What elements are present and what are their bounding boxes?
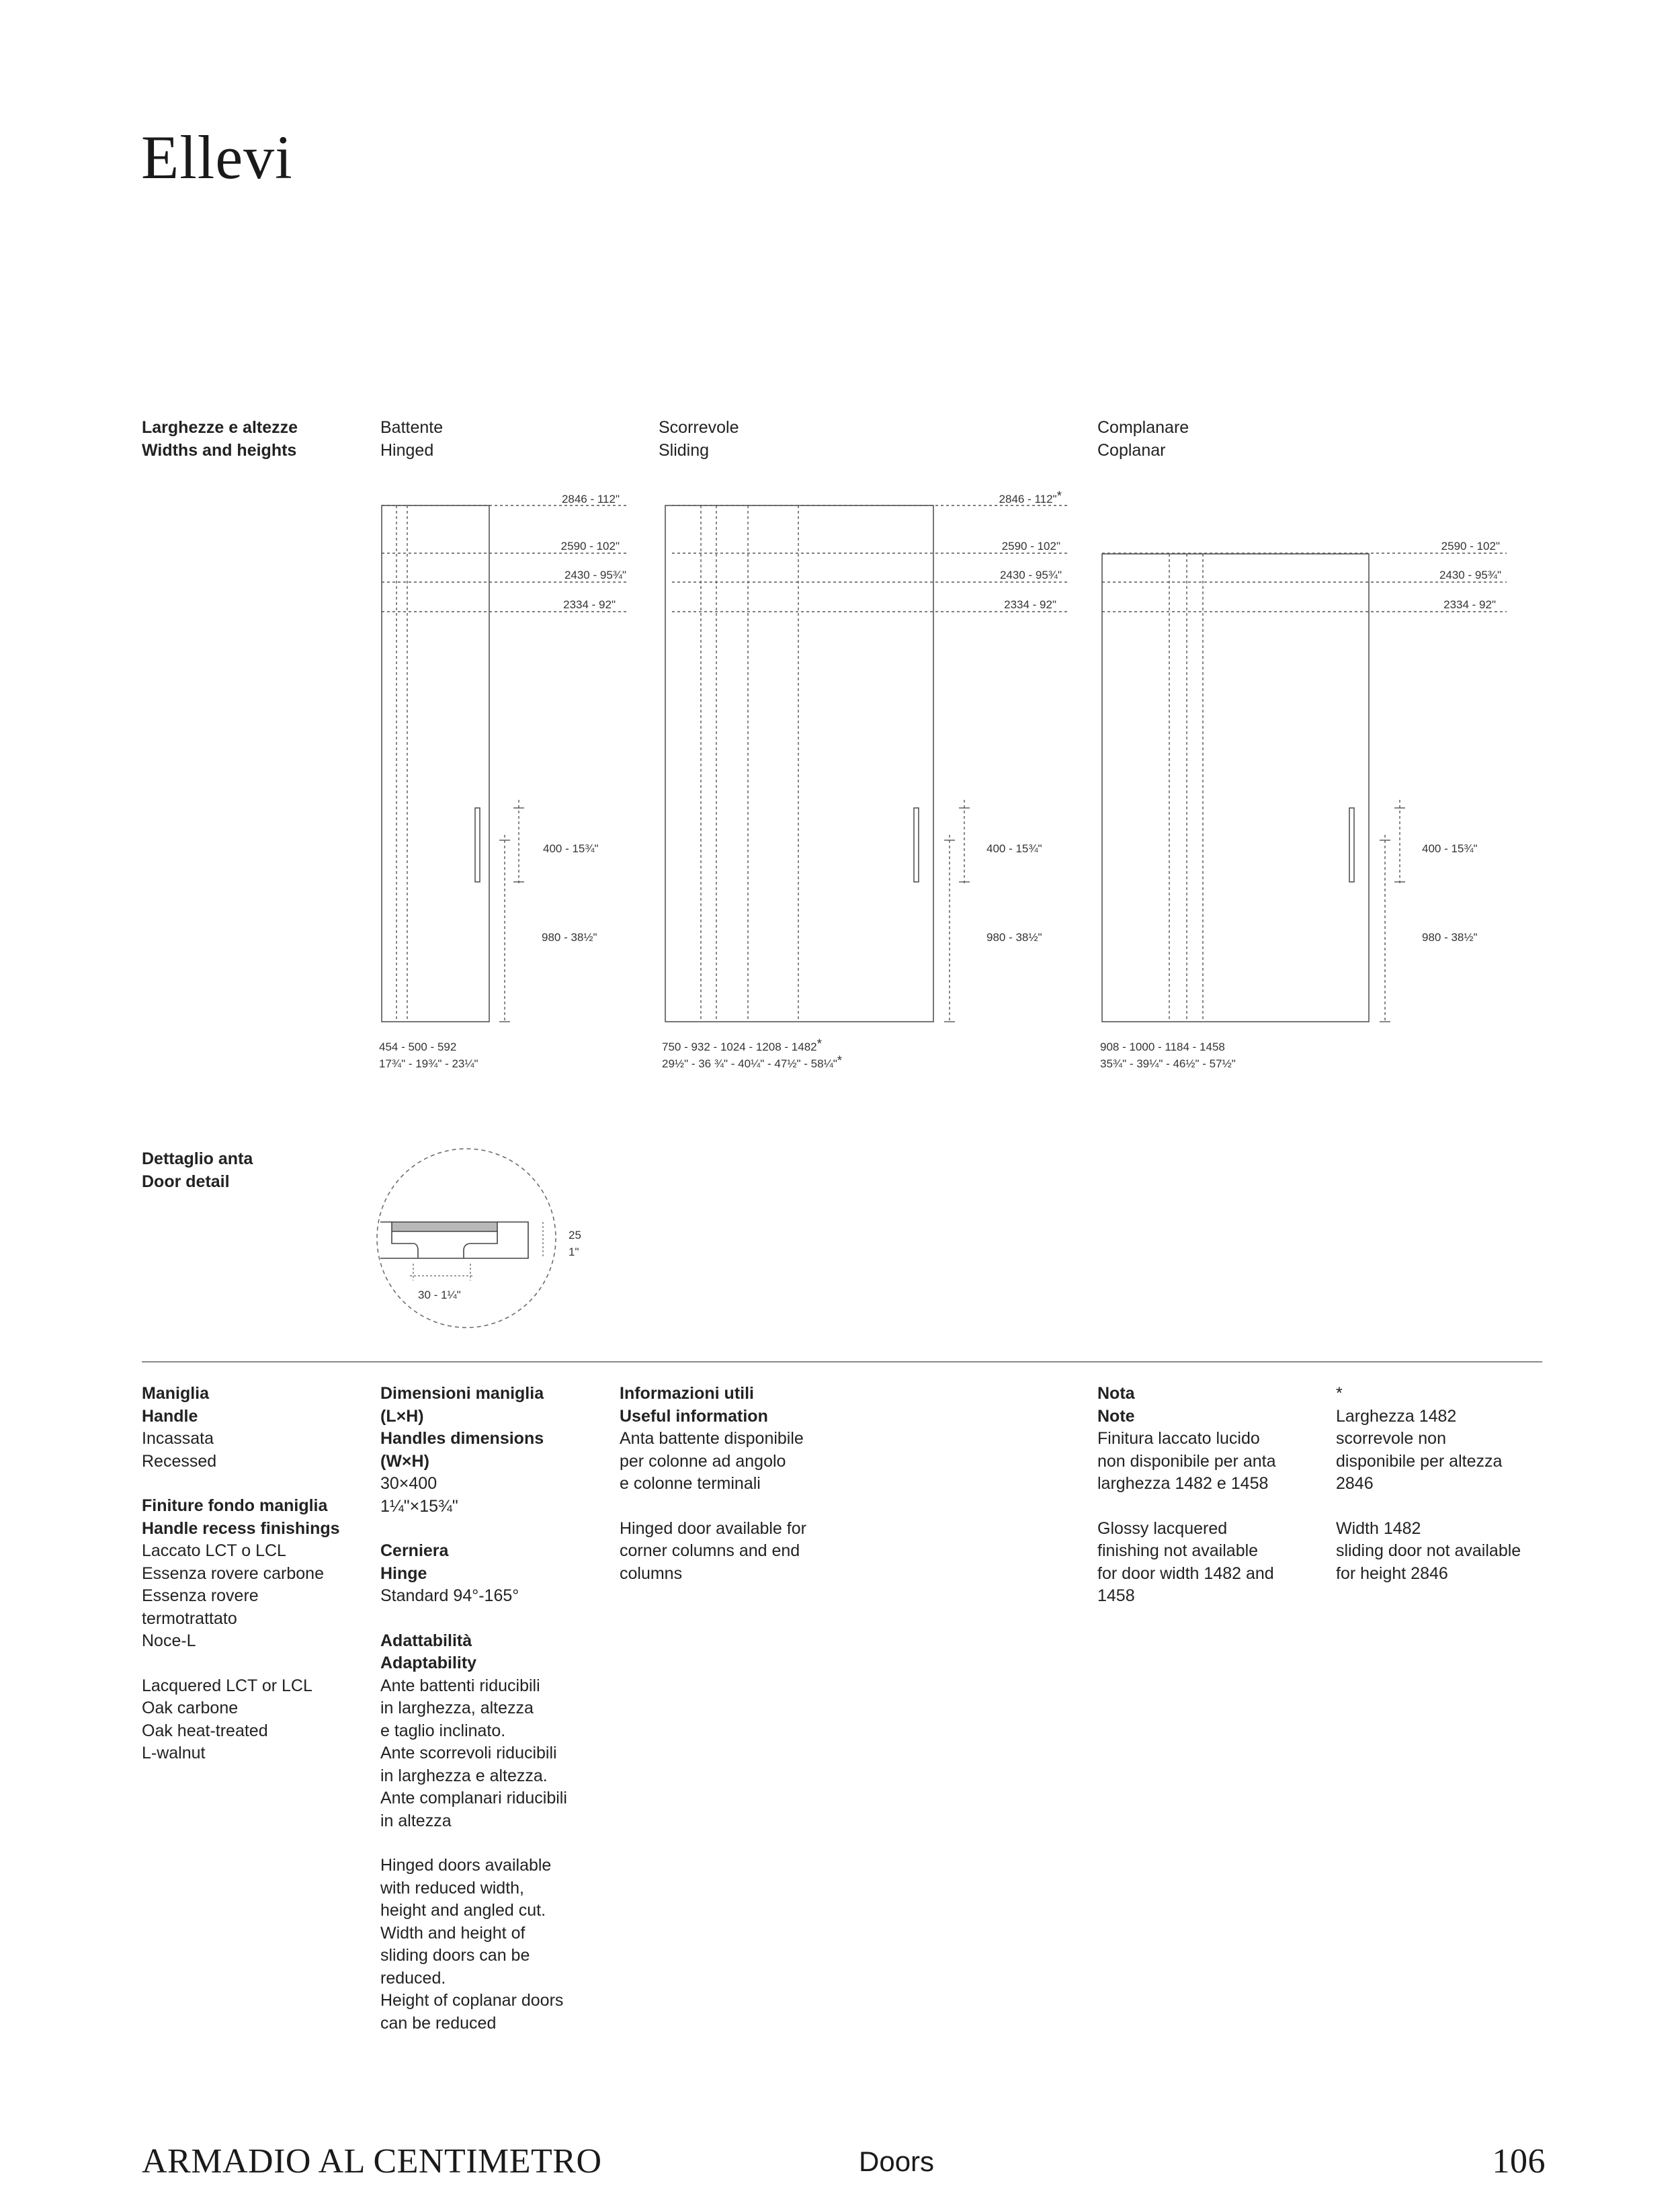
line-it: scorrevole non (1336, 1429, 1446, 1448)
line-en: Hinged door available for (620, 1518, 806, 1538)
star: * (816, 1037, 823, 1051)
adapt-line-it: Ante battenti riducibili (380, 1676, 540, 1695)
coplanar-height-2334: 2334 - 92" (1443, 598, 1496, 611)
footer-page-number: 106 (1492, 2142, 1546, 2181)
line-it: 2846 (1336, 1474, 1374, 1493)
door-detail-drawing (363, 1136, 585, 1338)
value: 750 - 932 - 1024 - 1208 - 1482 (662, 1041, 817, 1053)
sliding-height-2430: 2430 - 95¾" (999, 569, 1062, 581)
value: 2846 - 112" (999, 493, 1057, 505)
adapt-line-it: Ante scorrevoli riducibili (380, 1744, 557, 1762)
hinged-height-2590: 2590 - 102" (560, 540, 620, 553)
title-it-2: (L×H) (380, 1406, 424, 1426)
coplanar-handle-height: 980 - 38½" (1422, 931, 1478, 944)
sliding-door-outline (665, 505, 933, 1022)
sliding-widths-mm (662, 1037, 823, 1053)
star: * (837, 1054, 843, 1068)
spacer (380, 1518, 567, 1540)
coplanar-handle (1349, 808, 1354, 882)
hinged-handle (475, 808, 480, 882)
adapt-line-it: in larghezza e altezza. (380, 1766, 548, 1785)
dimensions-column (380, 1383, 567, 2035)
line-en: for height 2846 (1336, 1563, 1448, 1583)
finish-it: Essenza rovere carbone (142, 1563, 324, 1583)
finish-it: termotrattato (142, 1609, 237, 1628)
hinged-handle-length: 400 - 15¾" (543, 842, 599, 855)
detail-panel (392, 1222, 497, 1231)
detail-circle (377, 1149, 556, 1328)
handle-column (142, 1383, 340, 1765)
note-column (1097, 1383, 1275, 1608)
line-en: for door width 1482 and (1097, 1563, 1274, 1583)
hinged-handle-height: 980 - 38½" (542, 931, 597, 944)
title-en-2: (W×H) (380, 1451, 429, 1471)
title-en: Sliding (659, 440, 710, 460)
sliding-height-2590: 2590 - 102" (1001, 540, 1060, 553)
line-en: 1458 (1097, 1586, 1135, 1605)
value-it: Incassata (142, 1429, 214, 1448)
title-it: Informazioni utili (620, 1384, 754, 1403)
spacer (380, 1832, 567, 1855)
value-in: 1¼"×15¾" (380, 1496, 458, 1516)
finish-title-it: Finiture fondo maniglia (142, 1496, 328, 1515)
spacer (380, 1608, 567, 1630)
hinged-height-2846: 2846 - 112" (561, 493, 620, 505)
star: * (1056, 489, 1062, 503)
adapt-it: Adattabilità (380, 1631, 472, 1650)
finish-it: Essenza rovere (142, 1586, 259, 1605)
adapt-line-en: reduced. (380, 1968, 446, 1988)
hinge-en: Hinge (380, 1563, 427, 1583)
spacer (142, 1653, 340, 1675)
spacer (1336, 1496, 1521, 1518)
useful-info-column (620, 1383, 806, 1585)
line-en: finishing not available (1097, 1541, 1259, 1560)
line-en: Width 1482 (1336, 1518, 1421, 1538)
title-en: Handle (142, 1406, 198, 1426)
adapt-line-en: with reduced width, (380, 1878, 525, 1898)
finish-en: L-walnut (142, 1744, 206, 1762)
detail-width: 30 - 1¼" (418, 1289, 461, 1301)
coplanar-height-2430: 2430 - 95¾" (1439, 569, 1501, 581)
adapt-line-en: Width and height of (380, 1923, 526, 1943)
sliding-handle-height: 980 - 38½" (986, 931, 1042, 944)
hinged-door-outline (382, 505, 489, 1022)
line-it: per colonne ad angolo (620, 1451, 786, 1471)
line-en: sliding door not available (1336, 1541, 1521, 1560)
label-en: Door detail (142, 1172, 230, 1191)
scorrevole-title (659, 417, 739, 462)
hinged-ticks (499, 808, 524, 1022)
title-it: Nota (1097, 1384, 1135, 1403)
label-en: Widths and heights (142, 440, 297, 460)
title-it: Battente (380, 418, 444, 437)
page-title: Ellevi (141, 123, 293, 192)
line-it: Larghezza 1482 (1336, 1406, 1457, 1426)
label-it: Larghezze e altezze (142, 418, 298, 437)
detail-thickness-mm: 25 (569, 1229, 581, 1242)
line-en: columns (620, 1563, 683, 1583)
title-en: Note (1097, 1406, 1135, 1426)
value: 29½" - 36 ¾" - 40¼" - 47½" - 58¼" (662, 1057, 837, 1070)
finish-en: Oak heat-treated (142, 1721, 268, 1740)
hinge-it: Cerniera (380, 1541, 449, 1560)
star-symbol: * (1336, 1384, 1343, 1403)
hinged-height-2430: 2430 - 95¾" (564, 569, 626, 581)
line-it: non disponibile per anta (1097, 1451, 1276, 1471)
hinged-widths-mm: 454 - 500 - 592 (379, 1041, 457, 1053)
adapt-line-en: can be reduced (380, 2013, 497, 2033)
divider (142, 1361, 1542, 1362)
finish-en: Oak carbone (142, 1699, 239, 1717)
hinge-value: Standard 94°-165° (380, 1586, 519, 1605)
hinged-height-2334: 2334 - 92" (563, 598, 616, 611)
title-it: Complanare (1097, 418, 1189, 437)
title-en: Coplanar (1097, 440, 1166, 460)
finish-en: Lacquered LCT or LCL (142, 1676, 312, 1695)
sliding-widths-in (662, 1054, 843, 1070)
coplanar-door-outline (1102, 554, 1369, 1022)
coplanar-door-guides (1102, 553, 1507, 1022)
coplanar-height-2590: 2590 - 102" (1441, 540, 1500, 553)
finish-it: Laccato LCT o LCL (142, 1541, 286, 1560)
complanare-title (1097, 417, 1189, 462)
adapt-line-it: Ante complanari riducibili (380, 1789, 567, 1807)
sliding-handle-length: 400 - 15¾" (986, 842, 1042, 855)
door-drawings (0, 471, 1680, 1089)
hinged-door-guides (382, 505, 628, 1022)
sliding-door-guides (672, 505, 1070, 1022)
label-it: Dettaglio anta (142, 1149, 253, 1168)
value-mm: 30×400 (380, 1474, 437, 1493)
title-it: Maniglia (142, 1384, 210, 1403)
coplanar-widths-in: 35¾" - 39¼" - 46½" - 57½" (1100, 1057, 1236, 1070)
finish-it: Noce-L (142, 1631, 196, 1650)
line-it: disponibile per altezza (1336, 1451, 1503, 1471)
adapt-line-en: Hinged doors available (380, 1856, 552, 1875)
detail-thickness-in: 1" (569, 1246, 579, 1258)
line-it: Anta battente disponibile (620, 1429, 804, 1448)
title-it: Dimensioni maniglia (380, 1384, 544, 1403)
footer-section: Doors (859, 2146, 935, 2177)
hinged-widths-in: 17¾" - 19¾" - 23¼" (379, 1057, 478, 1070)
title-it: Scorrevole (659, 418, 739, 437)
line-en: Glossy lacquered (1097, 1518, 1228, 1538)
adapt-line-en: sliding doors can be (380, 1946, 530, 1965)
line-it: Finitura laccato lucido (1097, 1429, 1260, 1448)
star-note-column (1336, 1383, 1521, 1585)
line-en: corner columns and end (620, 1541, 800, 1560)
title-en: Hinged (380, 440, 434, 460)
title-en: Handles dimensions (380, 1429, 544, 1448)
value-en: Recessed (142, 1451, 217, 1471)
coplanar-handle-length: 400 - 15¾" (1422, 842, 1478, 855)
adapt-line-it: e taglio inclinato. (380, 1721, 506, 1740)
spacer (142, 1473, 340, 1495)
finish-title-en: Handle recess finishings (142, 1518, 340, 1538)
adapt-line-it: in larghezza, altezza (380, 1699, 534, 1717)
line-it: larghezza 1482 e 1458 (1097, 1474, 1269, 1493)
footer-brand: ARMADIO AL CENTIMETRO (142, 2142, 602, 2181)
line-it: e colonne terminali (620, 1474, 761, 1493)
sliding-ticks (944, 808, 970, 1022)
adapt-en: Adaptability (380, 1654, 477, 1672)
sliding-handle (914, 808, 919, 882)
sliding-height-2846 (999, 489, 1062, 505)
spacer (1097, 1496, 1275, 1518)
coplanar-widths-mm: 908 - 1000 - 1184 - 1458 (1100, 1041, 1225, 1053)
coplanar-ticks (1380, 808, 1405, 1022)
sliding-height-2334: 2334 - 92" (1004, 598, 1056, 611)
adapt-line-en: Height of coplanar doors (380, 1991, 564, 2010)
section-label-widths (142, 417, 298, 462)
spacer (620, 1496, 806, 1518)
adapt-line-en: height and angled cut. (380, 1901, 546, 1920)
title-en: Useful information (620, 1406, 768, 1426)
section-label-door-detail (142, 1148, 253, 1193)
battente-title (380, 417, 443, 462)
adapt-line-it: in altezza (380, 1811, 452, 1830)
